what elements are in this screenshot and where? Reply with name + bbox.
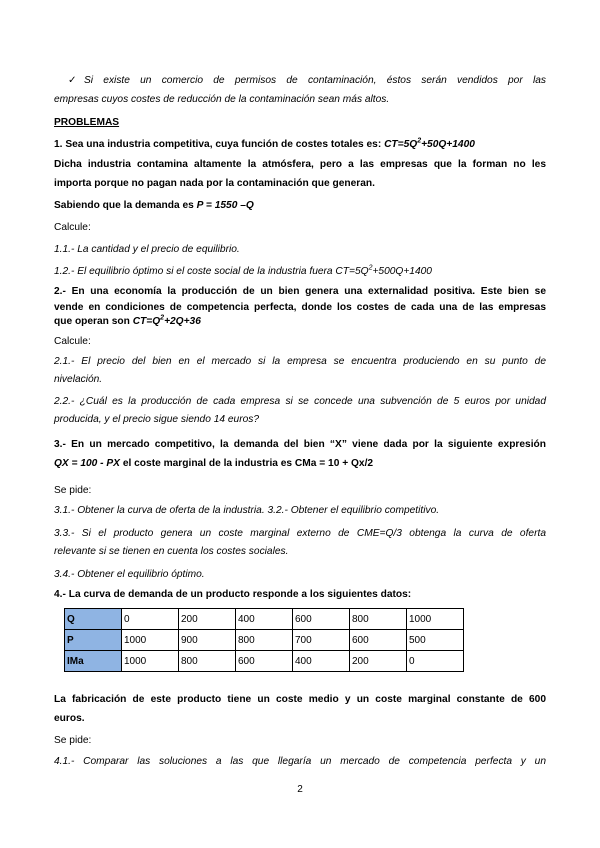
problem4-desc-line2: euros. xyxy=(54,713,85,724)
table-cell: 1000 xyxy=(122,651,179,672)
check-icon: ✓ xyxy=(68,75,77,86)
section-heading: PROBLEMAS xyxy=(54,117,120,128)
problem3-q3-line1: 3.3.- Si el producto genera un coste marginal externo de CME=Q/3 obtenga la curva de oferta xyxy=(54,528,546,539)
table-cell: 200 xyxy=(179,609,236,630)
problem1-calcule: Calcule: xyxy=(54,222,91,233)
problem3-line1: 3.- En un mercado competitivo, la demanda del bien “X” viene dada por la siguiente expresión xyxy=(54,439,546,450)
problem3-q3-line2: relevante si se tienen en cuenta los costes sociales. xyxy=(54,546,289,557)
problem4-q1: 4.1.- Comparar las soluciones a las que llegaría un mercado de competencia perfecta y un xyxy=(54,756,546,767)
table-cell: 0 xyxy=(122,609,179,630)
table-row-p xyxy=(65,630,464,651)
table-cell: 800 xyxy=(350,609,407,630)
problem2-q2-line1: 2.2.- ¿Cuál es la producción de cada empresa si se concede una subvención de 5 euros por unidad xyxy=(54,396,546,407)
table-cell: 500 xyxy=(407,630,464,651)
table-cell: 0 xyxy=(407,651,464,672)
table-cell: 400 xyxy=(236,609,293,630)
problem2-q1-line2: nivelación. xyxy=(54,374,103,385)
table-cell: 800 xyxy=(236,630,293,651)
problem2-line1: 2.- En una economía la producción de un bien genera una externalidad positiva. Este bien se xyxy=(54,286,546,297)
problem4-se-pide: Se pide: xyxy=(54,735,92,746)
problem2-q2-line2: producida, y el precio sigue siendo 14 euros? xyxy=(54,414,260,425)
table-cell: 700 xyxy=(293,630,350,651)
problem3-q1: 3.1.- Obtener la curva de oferta de la industria. 3.2.- Obtener el equilibrio competitivo. xyxy=(54,505,440,516)
problem2-q1-line1: 2.1.- El precio del bien en el mercado si la empresa se encuentra produciendo en su punto de xyxy=(54,356,546,367)
table-cell: 200 xyxy=(350,651,407,672)
table-row-header: IMa xyxy=(65,651,122,672)
problem2-calcule: Calcule: xyxy=(54,336,91,347)
problem1-title: 1. Sea una industria competitiva, cuya función de costes totales es: $CT=5Q^2+50Q+1400$ xyxy=(54,137,475,150)
problem1-desc-line1: Dicha industria contamina altamente la atmósfera, pero a las empresas que la forman no les xyxy=(54,159,546,170)
table-row-header: Q xyxy=(65,609,122,630)
intro-bullet-line1: ✓ Si existe un comercio de permisos de contaminación, éstos serán vendidos por las xyxy=(54,71,546,90)
problem3-q4: 3.4.- Obtener el equilibrio óptimo. xyxy=(54,569,205,580)
problem2-line2: vende en condiciones de competencia perfecta, donde los costes de cada una de las empresas xyxy=(54,302,546,313)
table-row-header: P xyxy=(65,630,122,651)
problem2-line3: que operan son $CT=Q^2+2Q+36$ xyxy=(54,314,201,327)
problem1-demand: Sabiendo que la demanda es P = 1550 –Q xyxy=(54,200,254,211)
problem4-title: 4.- La curva de demanda de un producto responde a los siguientes datos: xyxy=(54,589,412,600)
table-cell: 400 xyxy=(293,651,350,672)
intro-bullet-line2: empresas cuyos costes de reducción de la contaminación sean más altos. xyxy=(54,94,390,105)
problem1-q2: 1.2.- El equilibrio óptimo si el coste social de la industria fuera $CT=5Q^2+500Q+1400$ xyxy=(54,264,432,277)
table-row-ima xyxy=(65,651,464,672)
table-cell: 900 xyxy=(179,630,236,651)
page-number: 2 xyxy=(297,784,303,795)
demand-data-table xyxy=(64,608,464,672)
problem4-desc-line1: La fabricación de este producto tiene un coste medio y un coste marginal constante de 600 xyxy=(54,694,546,705)
document-page xyxy=(54,0,546,848)
table-cell: 600 xyxy=(236,651,293,672)
table-cell: 1000 xyxy=(407,609,464,630)
problem1-desc-line2: importa porque no pagan nada por la contaminación que generan. xyxy=(54,178,375,189)
problem3-se-pide: Se pide: xyxy=(54,485,92,496)
table-cell: 1000 xyxy=(122,630,179,651)
table-cell: 600 xyxy=(293,609,350,630)
table-cell: 800 xyxy=(179,651,236,672)
table-cell: 600 xyxy=(350,630,407,651)
problem3-line2: QX = 100 - PX el coste marginal de la industria es CMa = 10 + Qx/2 xyxy=(54,458,374,469)
problem1-q1: 1.1.- La cantidad y el precio de equilibrio. xyxy=(54,244,240,255)
table-row-q xyxy=(65,609,464,630)
